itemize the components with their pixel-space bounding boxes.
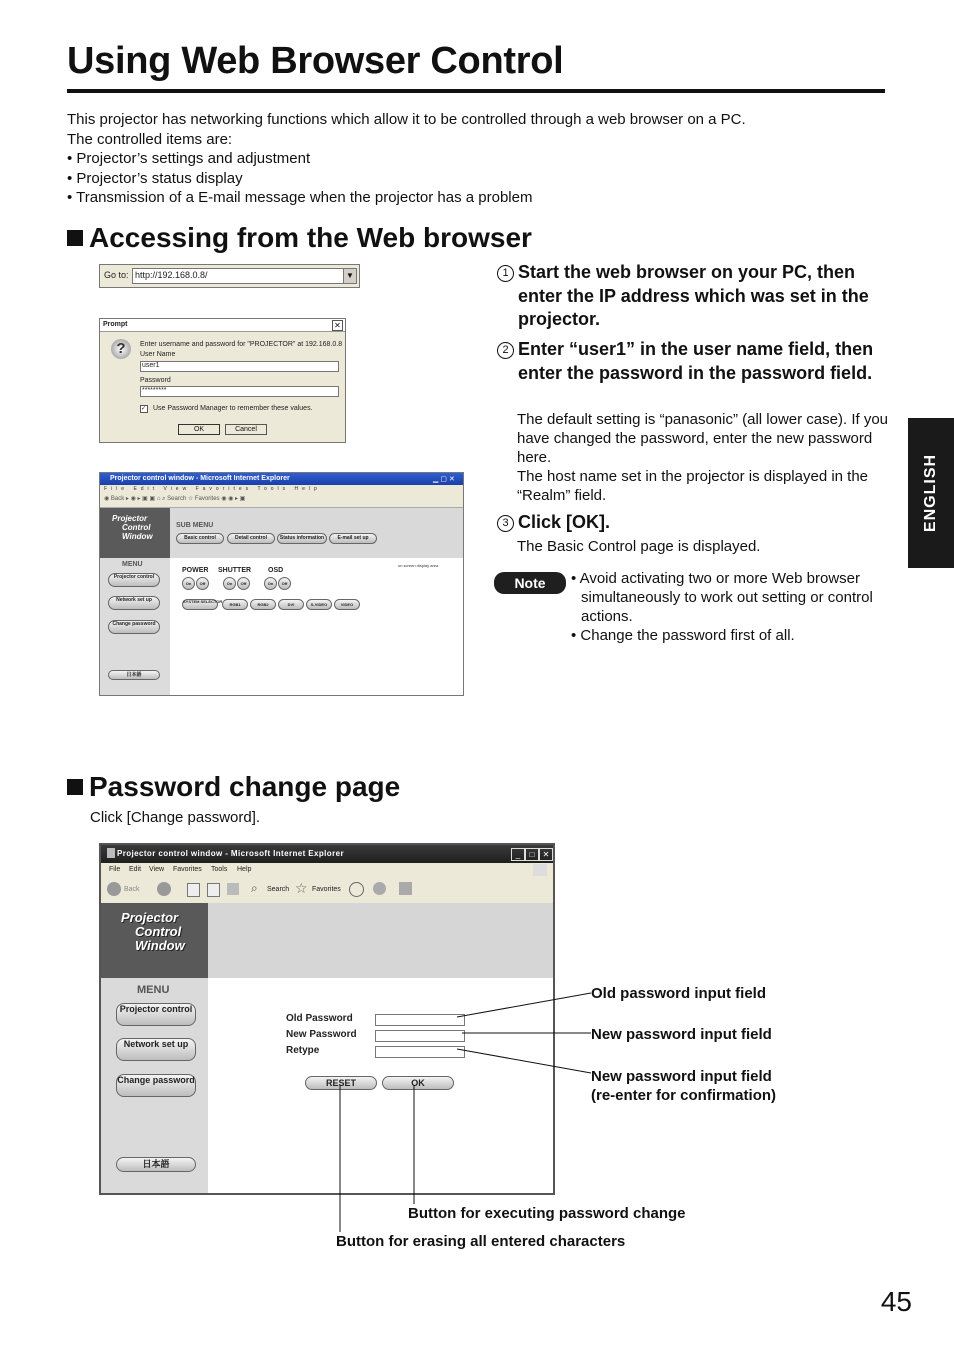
section-heading-text: Accessing from the Web browser xyxy=(89,222,532,253)
section-heading-text: Password change page xyxy=(89,771,401,802)
search-icon[interactable]: ⌕ xyxy=(251,881,258,895)
instruction-text: Click [Change password]. xyxy=(90,809,261,826)
s-video-button[interactable]: S-VIDEO xyxy=(306,599,332,610)
chevron-down-icon[interactable]: ▼ xyxy=(343,268,357,284)
user-name-value: user1 xyxy=(142,362,160,369)
note-badge: Note xyxy=(494,572,566,594)
intro-line: The controlled items are: xyxy=(67,130,233,148)
step-2-detail-text: The default setting is “panasonic” (all lower case). If you have changed the password, enter the new password here. xyxy=(517,411,889,466)
osd-on-button[interactable]: On xyxy=(264,577,277,590)
dvi-button[interactable]: DVI xyxy=(278,599,304,610)
callout-old-field: Old password input field xyxy=(591,985,767,1002)
page-title: Using Web Browser Control xyxy=(67,40,564,82)
menu-heading: MENU xyxy=(122,561,143,568)
menu-tools[interactable]: Tools xyxy=(211,866,228,873)
reset-button[interactable]: RESET xyxy=(305,1076,377,1090)
step-text: Click [OK]. xyxy=(518,512,611,532)
power-off-button[interactable]: Off xyxy=(196,577,209,590)
menu-edit[interactable]: Edit xyxy=(129,866,142,873)
status-information-button[interactable]: Status information xyxy=(277,533,327,544)
minimize-icon[interactable]: _ xyxy=(511,848,525,861)
ok-button[interactable]: OK xyxy=(382,1076,454,1090)
shutter-on-button[interactable]: On xyxy=(223,577,236,590)
osd-off-button[interactable]: Off xyxy=(278,577,291,590)
menu-view[interactable]: View xyxy=(149,866,165,873)
power-label: POWER xyxy=(182,567,209,574)
page-number: 45 xyxy=(880,1286,912,1317)
favorites-icon[interactable]: ☆ xyxy=(295,880,308,896)
close-icon[interactable]: ✕ xyxy=(539,848,553,861)
favorites-label[interactable]: Favorites xyxy=(312,886,341,893)
search-label[interactable]: Search xyxy=(267,886,290,893)
step-text: Enter “user1” in the user name field, then enter the password in the password field. xyxy=(518,339,874,383)
intro-bullet: • Transmission of a E-mail message when the projector has a problem xyxy=(67,189,533,206)
prompt-cancel-button[interactable]: Cancel xyxy=(225,424,267,435)
change-password-button[interactable]: Change password xyxy=(116,1074,196,1097)
power-on-button[interactable]: On xyxy=(182,577,195,590)
step-text: Start the web browser on your PC, then enter the IP address which was set in the projector. xyxy=(518,262,869,329)
menu-help[interactable]: Help xyxy=(237,866,252,873)
language-tab-text: ENGLISH xyxy=(922,453,939,533)
new-password-label: New Password xyxy=(286,1029,357,1040)
menu-heading: MENU xyxy=(137,984,170,996)
maximize-icon[interactable]: □ xyxy=(525,848,539,861)
submenu-label: SUB MENU xyxy=(176,522,214,529)
callout-retype-field: New password input field (re-enter for confirmation) xyxy=(591,1068,777,1104)
step-3-detail: The Basic Control page is displayed. xyxy=(517,538,761,555)
shutter-label: SHUTTER xyxy=(218,567,252,574)
step-number: 2 xyxy=(497,342,514,359)
logo-text: Projector Control Window xyxy=(112,514,153,541)
prompt-ok-button[interactable]: OK xyxy=(178,424,220,435)
video-button[interactable]: VIDEO xyxy=(334,599,360,610)
prompt-message: Enter username and password for "PROJECTOR" at 192.168.0.8 xyxy=(140,341,343,348)
network-set-up-button[interactable]: Network set up xyxy=(108,596,160,610)
callout-reset-button: Button for erasing all entered characters xyxy=(336,1233,626,1250)
projector-control-button[interactable]: Projector control xyxy=(116,1003,196,1026)
remember-checkbox[interactable]: ✓ xyxy=(141,406,147,412)
prompt-title: Prompt xyxy=(103,321,128,328)
password-label: Password xyxy=(140,377,171,384)
password-value: ********* xyxy=(142,387,167,394)
step-number: 3 xyxy=(497,515,514,532)
step-2-detail-text: The host name set in the projector is displayed in the “Realm” field. xyxy=(517,468,869,504)
close-icon[interactable]: ✕ xyxy=(332,320,343,331)
old-password-label: Old Password xyxy=(286,1013,353,1024)
address-value: http://192.168.0.8/ xyxy=(135,270,208,280)
note-item: • Change the password first of all. xyxy=(571,627,795,644)
menu-bar[interactable]: File Edit View Favorites Tools Help xyxy=(104,486,321,492)
window-title: Projector control window - Microsoft Internet Explorer xyxy=(110,475,290,482)
menu-favorites[interactable]: Favorites xyxy=(173,866,202,873)
toolbar[interactable]: ◉ Back ▸ ◉ ▸ ▣ ▣ ⌂ ⌕ Search ☆ Favorites ◉ ◉ ▸ ▣ xyxy=(104,496,246,502)
japanese-button[interactable]: 日本語 xyxy=(108,670,160,680)
osd-label: OSD xyxy=(268,567,284,574)
note-item: • Avoid activating two or more Web browser simultaneously to work out setting or control actions. xyxy=(571,570,873,625)
window-controls-icon[interactable]: ▁▢✕ xyxy=(433,476,457,483)
intro-bullet: • Projector’s status display xyxy=(67,169,243,187)
basic-control-button[interactable]: Basic control xyxy=(176,533,224,544)
intro-bullet: • Projector’s settings and adjustment xyxy=(67,150,311,167)
window-title: Projector control window - Microsoft Internet Explorer xyxy=(117,849,344,858)
back-label[interactable]: Back xyxy=(124,886,140,893)
shutter-off-button[interactable]: Off xyxy=(237,577,250,590)
japanese-button[interactable]: 日本語 xyxy=(116,1157,196,1172)
callout-ok-button: Button for executing password change xyxy=(408,1205,686,1222)
user-name-label: User Name xyxy=(140,351,176,358)
address-label: Go to: xyxy=(104,270,129,280)
change-password-button[interactable]: Change password xyxy=(108,620,160,634)
detail-control-button[interactable]: Detail control xyxy=(227,533,275,544)
osd-note: on screen display area xyxy=(398,563,439,568)
network-set-up-button[interactable]: Network set up xyxy=(116,1038,196,1061)
rgb1-button[interactable]: RGB1 xyxy=(222,599,248,610)
email-set-up-button[interactable]: E-mail set up xyxy=(329,533,377,544)
intro-line: This projector has networking functions which allow it to be controlled through a web browser on a PC. xyxy=(67,111,746,128)
question-icon: ? xyxy=(111,339,131,359)
system-selector-button[interactable]: SYSTEM SELECTOR xyxy=(182,599,218,610)
rgb2-button[interactable]: RGB2 xyxy=(250,599,276,610)
step-number: 1 xyxy=(497,265,514,282)
menu-file[interactable]: File xyxy=(109,866,121,873)
remember-label: Use Password Manager to remember these values. xyxy=(153,405,313,412)
projector-control-button[interactable]: Projector control xyxy=(108,573,160,587)
logo-text: Projector Control Window xyxy=(121,910,185,953)
callout-new-field: New password input field xyxy=(591,1026,772,1043)
retype-label: Retype xyxy=(286,1045,320,1056)
